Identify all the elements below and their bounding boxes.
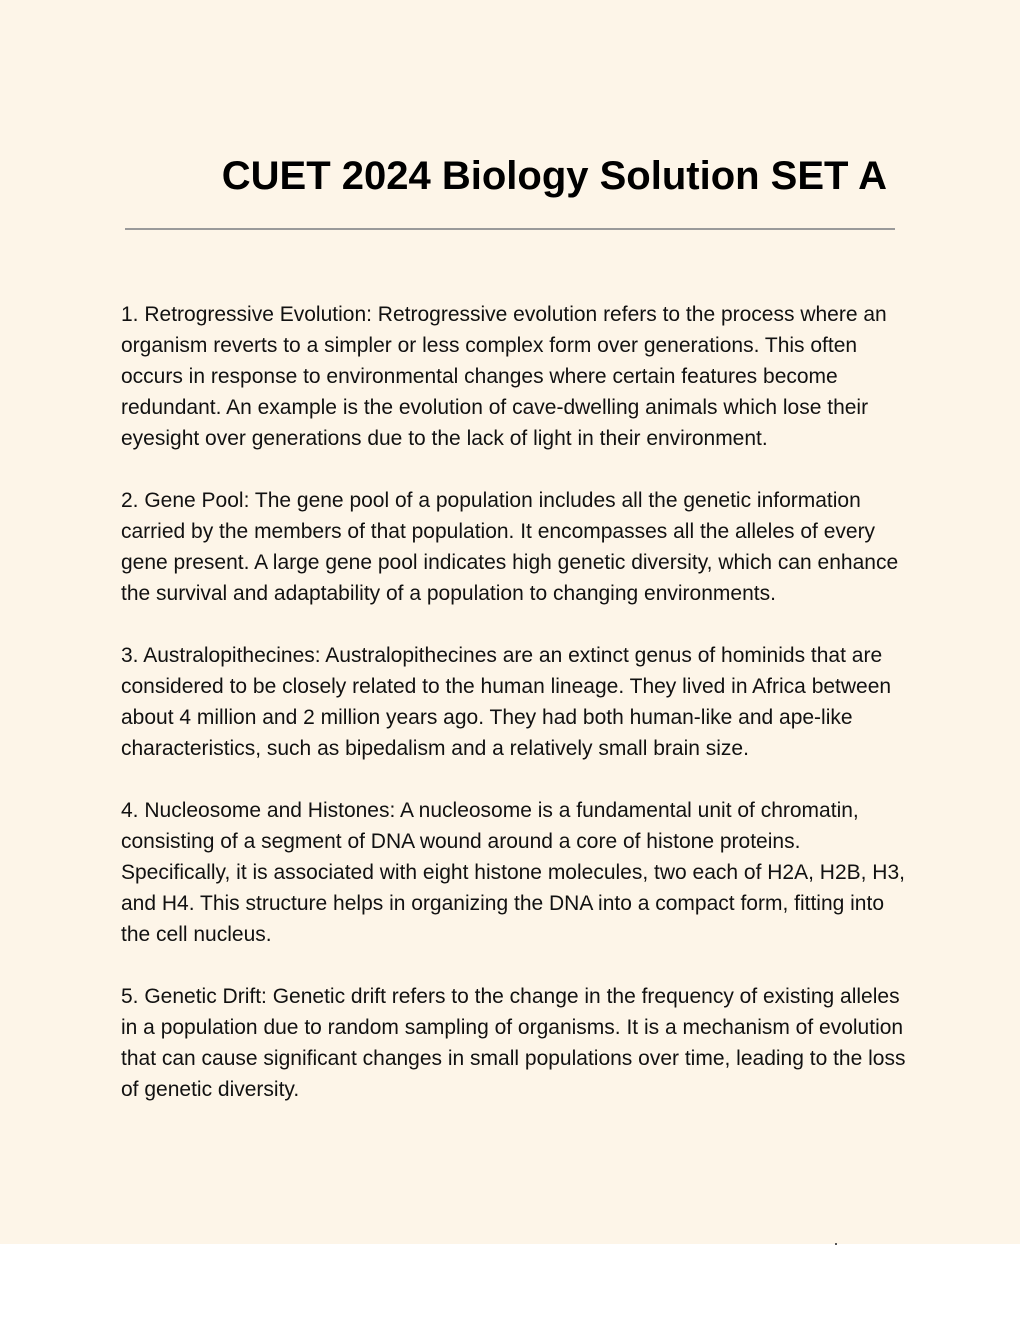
paragraph-gene-pool: 2. Gene Pool: The gene pool of a population includes all the genetic information carried by the members of that population. It encompasses all the alleles of every gene present. A large gene pool indicates high genetic diversity, which can enhance the survival and adaptability of a population to changing environments. [121, 489, 899, 605]
document-body [121, 299, 911, 1136]
title-divider [125, 228, 895, 230]
paragraph-nucleosome-histones: 4. Nucleosome and Histones: A nucleosome is a fundamental unit of chromatin, consisting of a segment of DNA wound around a core of histone proteins. Specifically, it is associated with eight histone molecules, two each of H2A, H2B, H3, and H4. This structure helps in organizing the DNA into a compact form, fitting into the cell nucleus. [121, 799, 905, 946]
paragraph-genetic-drift: 5. Genetic Drift: Genetic drift refers to the change in the frequency of existing alleles in a population due to random sampling of organisms. It is a mechanism of evolution that can cause significant changes in small populations over time, leading to the loss of genetic diversity. [121, 985, 906, 1101]
page-title: CUET 2024 Biology Solution SET A [221, 154, 887, 198]
paragraph-retrogressive-evolution: 1. Retrogressive Evolution: Retrogressive evolution refers to the process where an organism reverts to a simpler or less complex form over generations. This often occurs in response to environmental changes where certain features become redundant. An example is the evolution of cave-dwelling animals which lose their eyesight over generations due to the lack of light in their environment. [121, 303, 887, 450]
page-edge-mark [835, 1243, 837, 1245]
paragraph-australopithecines: 3. Australopithecines: Australopithecines are an extinct genus of hominids that are considered to be closely related to the human lineage. They lived in Africa between about 4 million and 2 million years ago. They had both human-like and ape-like characteristics, such as bipedalism and a relatively small brain size. [121, 644, 892, 760]
